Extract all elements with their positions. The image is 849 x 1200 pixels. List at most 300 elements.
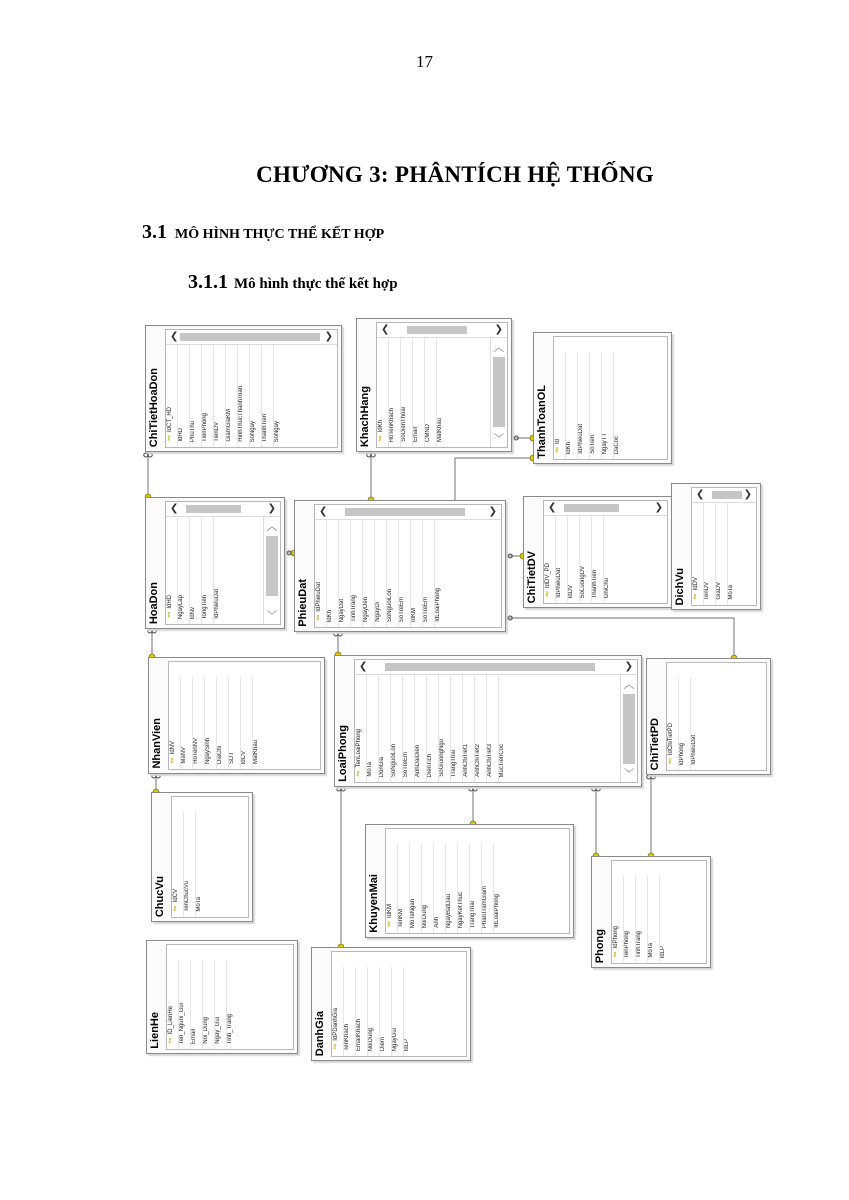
table-thanhtoanol[interactable] [533, 332, 672, 464]
column-name: SoNgay [250, 420, 256, 442]
column-name: IdPhieuDat [316, 582, 322, 613]
table-name: KhuyenMai [368, 874, 380, 933]
column-row[interactable] [623, 876, 635, 963]
scroll-thumb[interactable] [493, 357, 505, 427]
key-icon: ⚷ [544, 588, 551, 598]
table-dichvu[interactable] [671, 483, 761, 610]
column-name: TenKhach [344, 1024, 350, 1051]
column-row[interactable] [195, 812, 207, 917]
arrow-left-icon[interactable]: ❮ [696, 489, 705, 500]
column-row[interactable] [635, 876, 647, 963]
infinity-end-icon [156, 774, 160, 778]
arrow-left-icon[interactable]: ❮ [319, 506, 328, 517]
column-name: Diem [380, 1036, 386, 1051]
scroll-thumb[interactable] [180, 333, 320, 341]
column-row[interactable] [388, 338, 400, 447]
arrow-right-icon[interactable]: ❯ [324, 331, 333, 342]
column-row[interactable] [612, 876, 623, 963]
column-name: IdDV [693, 576, 699, 591]
column-name: IdHD [167, 595, 173, 610]
column-row[interactable] [377, 338, 388, 447]
column-name: IdPhieuDat [556, 568, 562, 598]
column-row[interactable] [591, 516, 603, 603]
column-name: TrangThai [470, 900, 476, 928]
table-chitietpd[interactable] [646, 658, 771, 775]
column-name: HoTenKhach [389, 407, 395, 442]
infinity-end-icon [152, 629, 156, 633]
column-name: DiaChi [217, 745, 223, 764]
column-row[interactable] [450, 675, 462, 782]
column-row[interactable] [367, 967, 379, 1056]
chapter-title: CHƯƠNG 3: PHÂNTÍCH HỆ THỐNG [256, 162, 654, 187]
column-row[interactable] [190, 960, 202, 1049]
column-name: TrangThai [451, 749, 457, 777]
column-name: AnhChiTiet1 [463, 744, 469, 777]
column-row[interactable] [355, 675, 366, 782]
table-grid [666, 662, 767, 771]
column-row[interactable] [493, 844, 505, 933]
column-row[interactable] [228, 677, 240, 769]
table-grid [165, 501, 281, 625]
table-name: HoaDon [148, 581, 160, 624]
column-name: AnhChiTiet2 [475, 744, 481, 777]
column-name: IdCV [173, 888, 179, 903]
column-list [355, 675, 510, 782]
column-row[interactable] [678, 678, 690, 770]
column-row[interactable] [204, 677, 216, 769]
column-name: Email [191, 1028, 197, 1044]
column-row[interactable] [391, 967, 403, 1056]
table-grid [376, 322, 508, 448]
arrow-up-icon[interactable]: ︿ [494, 343, 504, 354]
column-row[interactable] [462, 675, 474, 782]
vertical-scrollbar[interactable] [620, 674, 637, 782]
column-row[interactable] [422, 520, 434, 627]
column-name: Id [555, 439, 561, 445]
column-name: TenChucVu [184, 881, 190, 912]
arrow-right-icon[interactable]: ❯ [654, 502, 663, 513]
column-name: IdDV [568, 584, 574, 598]
scroll-thumb[interactable] [345, 508, 465, 516]
column-row[interactable] [374, 520, 386, 627]
column-name: NoiDung [368, 1027, 374, 1051]
column-row[interactable] [715, 503, 727, 605]
column-row[interactable] [445, 844, 457, 933]
column-name: NgayKetThuc [458, 891, 464, 928]
column-row[interactable] [213, 517, 225, 624]
column-row[interactable] [172, 812, 183, 917]
column-row[interactable] [409, 844, 421, 933]
table-danhgia[interactable] [311, 947, 471, 1061]
table-phieudat[interactable] [294, 500, 506, 632]
column-name: MoTaNgan [410, 898, 416, 928]
column-list [166, 345, 285, 447]
table-phong[interactable] [591, 856, 711, 968]
column-row[interactable] [237, 345, 249, 447]
column-row[interactable] [192, 677, 204, 769]
column-row[interactable] [412, 338, 424, 447]
column-row[interactable] [397, 844, 409, 933]
column-name: DienTich [427, 753, 433, 777]
key-icon: ⚷ [166, 432, 173, 442]
column-row[interactable] [167, 960, 178, 1049]
column-name: IdKh [327, 609, 333, 622]
column-name: TienDV [214, 422, 220, 442]
column-name: EmailKhach [356, 1018, 362, 1051]
table-name: DanhGia [314, 1010, 326, 1056]
column-list [169, 677, 264, 769]
column-row[interactable] [326, 520, 338, 627]
column-row[interactable] [690, 678, 702, 770]
column-list [386, 844, 505, 933]
column-name: IdNv [190, 606, 196, 619]
column-name: TienPhong [202, 413, 208, 442]
column-name: Anh [434, 917, 440, 928]
horizontal-scrollbar[interactable] [544, 501, 667, 516]
column-row[interactable] [544, 516, 555, 603]
column-row[interactable] [216, 677, 228, 769]
table-chucvu[interactable] [151, 792, 253, 922]
horizontal-scrollbar[interactable] [166, 330, 337, 345]
column-row[interactable] [589, 352, 601, 459]
infinity-end-icon [367, 453, 371, 457]
column-row[interactable] [554, 352, 565, 459]
scroll-thumb[interactable] [623, 694, 635, 764]
column-name: GiamGiaKM [226, 409, 232, 442]
column-name: IdPhieuDat [691, 735, 697, 765]
horizontal-scrollbar[interactable] [355, 660, 637, 675]
column-row[interactable] [166, 517, 177, 624]
column-name: NgaySinh [205, 737, 211, 764]
column-row[interactable] [177, 517, 189, 624]
column-name: IdPhieuDat [578, 424, 584, 454]
column-name: TongTien [202, 594, 208, 619]
column-list [667, 678, 702, 770]
column-name: TinhTrang [351, 595, 357, 622]
column-name: DonGia [379, 756, 385, 777]
horizontal-scrollbar[interactable] [377, 323, 507, 338]
table-khuyenmai[interactable] [365, 824, 574, 938]
column-list [167, 960, 238, 1049]
horizontal-scrollbar[interactable] [315, 505, 501, 520]
column-row[interactable] [390, 675, 402, 782]
key-icon: ⚷ [692, 590, 699, 600]
column-row[interactable] [434, 520, 446, 627]
column-row[interactable] [249, 345, 261, 447]
column-row[interactable] [386, 844, 397, 933]
column-row[interactable] [183, 812, 195, 917]
column-name: GhiChu [604, 577, 610, 598]
column-row[interactable] [474, 675, 486, 782]
column-row[interactable] [577, 352, 589, 459]
column-name: SoNguoiLon [391, 743, 397, 777]
column-row[interactable] [261, 345, 273, 447]
column-row[interactable] [213, 345, 225, 447]
column-row[interactable] [486, 675, 498, 782]
arrow-left-icon[interactable]: ❮ [170, 331, 179, 342]
column-row[interactable] [469, 844, 481, 933]
column-row[interactable] [180, 677, 192, 769]
column-name: IdKh [566, 441, 572, 454]
table-grid [165, 329, 338, 448]
column-list [554, 352, 625, 459]
infinity-end-icon [647, 775, 651, 779]
column-name: IdLP [660, 945, 666, 958]
column-row[interactable] [169, 677, 180, 769]
key-icon: ⚷ [332, 1041, 339, 1051]
column-name: IdLP [404, 1038, 410, 1051]
column-name: SoTien [590, 435, 596, 454]
table-name: ThanhToanOL [536, 385, 548, 459]
column-row[interactable] [603, 516, 615, 603]
column-name: CMND [425, 424, 431, 442]
column-name: NgayBatDau [446, 893, 452, 928]
column-list [332, 967, 415, 1056]
column-name: GiaDV [716, 582, 722, 600]
column-list [377, 338, 448, 447]
column-row[interactable] [189, 517, 201, 624]
column-row[interactable] [565, 352, 577, 459]
column-name: TinhTrang [636, 931, 642, 958]
table-loaiphong[interactable] [334, 655, 642, 787]
column-name: TenKM [398, 909, 404, 928]
column-name: HinhThucThanhToan [238, 386, 244, 442]
infinity-end-icon [341, 787, 345, 791]
column-row[interactable] [252, 677, 264, 769]
column-name: MatKhau [437, 417, 443, 442]
column-name: PhuThu [190, 420, 196, 442]
column-row[interactable] [315, 520, 326, 627]
infinity-end-icon [338, 632, 342, 636]
column-row[interactable] [433, 844, 445, 933]
column-name: SoLuongDV [580, 565, 586, 598]
table-name: DichVu [674, 567, 686, 605]
key-icon: ⚷ [169, 754, 176, 764]
column-row[interactable] [667, 678, 678, 770]
subsection-number: 3.1.1 [188, 271, 228, 293]
column-name: PhanTramGiam [482, 885, 488, 928]
column-row[interactable] [202, 960, 214, 1049]
column-row[interactable] [366, 675, 378, 782]
column-row[interactable] [166, 345, 177, 447]
column-row[interactable] [189, 345, 201, 447]
column-row[interactable] [355, 967, 367, 1056]
column-row[interactable] [481, 844, 493, 933]
column-name: MucTienCoc [499, 743, 505, 777]
arrow-right-icon[interactable]: ❯ [494, 324, 503, 335]
column-name: Noi_Dung [203, 1017, 209, 1044]
column-row[interactable] [201, 517, 213, 624]
column-row[interactable] [579, 516, 591, 603]
column-row[interactable] [225, 345, 237, 447]
column-row[interactable] [424, 338, 436, 447]
column-list [612, 876, 671, 963]
column-row[interactable] [426, 675, 438, 782]
column-name: IdPDanhGia [333, 1008, 339, 1042]
table-name: ChiTietHoaDon [148, 367, 160, 447]
column-row[interactable] [177, 345, 189, 447]
column-row[interactable] [601, 352, 613, 459]
vertical-scrollbar[interactable] [263, 516, 280, 624]
column-name: Ten_Nguoi_Gui [179, 1002, 185, 1044]
infinity-end-icon [473, 787, 477, 791]
table-grid [166, 944, 294, 1050]
column-row[interactable] [343, 967, 355, 1056]
column-row[interactable] [659, 876, 671, 963]
scroll-thumb[interactable] [712, 491, 742, 499]
column-name: MaNV [181, 747, 187, 764]
scroll-thumb[interactable] [266, 536, 278, 596]
column-name: IdPhong [679, 742, 685, 765]
table-khachhang[interactable] [356, 318, 512, 452]
column-row[interactable] [201, 345, 213, 447]
table-name: LienHe [149, 1012, 161, 1049]
column-list [692, 503, 739, 605]
arrow-up-icon[interactable]: ︿ [267, 522, 277, 533]
column-name: SoNgay [274, 420, 280, 442]
arrow-down-icon[interactable]: ﹀ [624, 769, 634, 780]
column-row[interactable] [438, 675, 450, 782]
column-name: SoNguoiLon [387, 588, 393, 622]
column-row[interactable] [498, 675, 510, 782]
column-row[interactable] [647, 876, 659, 963]
arrow-left-icon[interactable]: ❮ [170, 503, 179, 514]
relationship-line [504, 618, 734, 658]
column-name: IdLoaiPhong [435, 588, 441, 622]
column-name: IdCV [241, 750, 247, 764]
arrow-right-icon[interactable]: ❯ [488, 506, 497, 517]
scroll-thumb[interactable] [385, 663, 595, 671]
column-name: ID_LienHe [168, 1005, 174, 1035]
column-name: IdNV [170, 740, 176, 755]
arrow-left-icon[interactable]: ❮ [381, 324, 390, 335]
column-row[interactable] [379, 967, 391, 1056]
arrow-down-icon[interactable]: ﹀ [494, 434, 504, 445]
column-row[interactable] [362, 520, 374, 627]
column-row[interactable] [214, 960, 226, 1049]
table-chitietdv[interactable] [523, 496, 672, 608]
infinity-end-icon [152, 774, 156, 778]
column-row[interactable] [338, 520, 350, 627]
table-chitiethoadon[interactable] [145, 325, 342, 452]
table-name: KhachHang [359, 385, 371, 447]
arrow-left-icon[interactable]: ❮ [359, 661, 368, 672]
column-row[interactable] [613, 352, 625, 459]
column-name: AnhChiTiet3 [487, 744, 493, 777]
column-list [166, 517, 225, 624]
key-icon: ⚷ [554, 444, 561, 454]
column-row[interactable] [727, 503, 739, 605]
column-row[interactable] [403, 967, 415, 1056]
arrow-up-icon[interactable]: ︿ [624, 680, 634, 691]
infinity-end-icon [592, 787, 596, 791]
column-row[interactable] [240, 677, 252, 769]
column-row[interactable] [350, 520, 362, 627]
section-title: MÔ HÌNH THỰC THỂ KẾT HỢP [175, 227, 385, 242]
table-grid [331, 951, 467, 1057]
table-grid [385, 828, 570, 934]
column-row[interactable] [398, 520, 410, 627]
column-row[interactable] [332, 967, 343, 1056]
table-grid [354, 659, 638, 783]
table-lienhe[interactable] [146, 940, 298, 1054]
column-name: IdChiTietPD [668, 722, 674, 756]
column-row[interactable] [555, 516, 567, 603]
column-name: IdCT_HD [167, 407, 173, 433]
column-name: NgayTT [602, 432, 608, 454]
column-row[interactable] [457, 844, 469, 933]
table-grid [171, 796, 249, 918]
column-row[interactable] [378, 675, 390, 782]
column-name: ThanhTien [592, 569, 598, 598]
arrow-right-icon[interactable]: ❯ [267, 503, 276, 514]
table-grid [611, 860, 707, 964]
column-row[interactable] [402, 675, 414, 782]
column-row[interactable] [226, 960, 238, 1049]
vertical-scrollbar[interactable] [490, 337, 507, 447]
horizontal-scrollbar[interactable] [166, 502, 280, 517]
column-row[interactable] [414, 675, 426, 782]
infinity-end-icon [148, 629, 152, 633]
column-name: TenPhong [624, 930, 630, 958]
subsection-title: Mô hình thực thể kết hợp [234, 276, 398, 292]
column-name: NgayDat [339, 598, 345, 622]
column-name: SoTreEm [423, 596, 429, 622]
column-name: MoTa [196, 897, 202, 912]
column-name: NgayDi [375, 602, 381, 622]
column-row[interactable] [436, 338, 448, 447]
column-row[interactable] [410, 520, 422, 627]
scroll-thumb[interactable] [186, 505, 241, 513]
arrow-right-icon[interactable]: ❯ [624, 661, 633, 672]
key-icon: ⚷ [386, 918, 393, 928]
key-icon: ⚷ [167, 1034, 174, 1044]
column-name: MoTa [728, 585, 734, 600]
column-name: TenLoaiPhong [356, 728, 362, 768]
arrow-left-icon[interactable]: ❮ [548, 502, 557, 513]
key-icon: ⚷ [315, 612, 322, 622]
arrow-down-icon[interactable]: ﹀ [267, 611, 277, 622]
column-row[interactable] [273, 345, 285, 447]
column-row[interactable] [567, 516, 579, 603]
column-name: DaCoc [614, 435, 620, 454]
column-row[interactable] [400, 338, 412, 447]
column-name: AnhDaiDien [415, 744, 421, 777]
column-row[interactable] [703, 503, 715, 605]
column-row[interactable] [178, 960, 190, 1049]
key-icon: ⚷ [667, 755, 674, 765]
arrow-right-icon[interactable]: ❯ [743, 489, 752, 500]
table-nhanvien[interactable] [148, 657, 325, 774]
table-hoadon[interactable] [145, 497, 285, 629]
scroll-thumb[interactable] [407, 326, 467, 334]
table-grid [314, 504, 502, 628]
column-row[interactable] [692, 503, 703, 605]
column-name: NgayGui [392, 1027, 398, 1051]
column-row[interactable] [386, 520, 398, 627]
table-name: NhanVien [151, 718, 163, 769]
column-name: HoTenNV [193, 738, 199, 764]
column-row[interactable] [421, 844, 433, 933]
table-grid [691, 487, 757, 606]
column-list [544, 516, 615, 603]
column-name: IdPhieuDat [214, 589, 220, 619]
column-name: IdKh [378, 419, 384, 433]
horizontal-scrollbar[interactable] [692, 488, 756, 503]
column-name: ThanhTien [262, 413, 268, 442]
scroll-thumb[interactable] [564, 504, 619, 512]
column-name: Tinh_Trang [227, 1013, 233, 1044]
